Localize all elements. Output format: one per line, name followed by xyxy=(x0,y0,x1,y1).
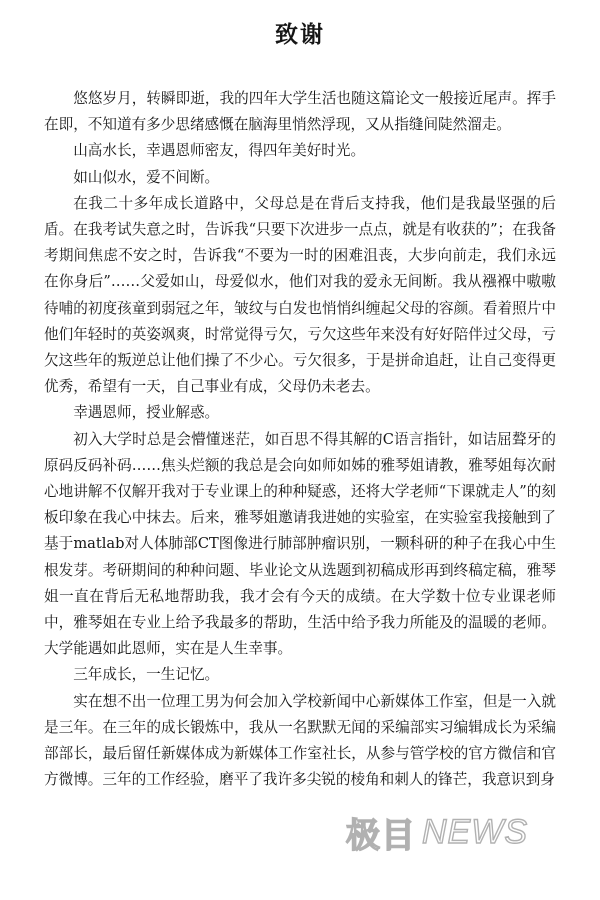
paragraph: 如山似水，爱不间断。 xyxy=(73,168,220,186)
news-watermark xyxy=(346,802,576,862)
watermark-text: NEWS xyxy=(422,812,528,851)
watermark-logo: 极目 xyxy=(346,815,416,856)
document-title: 致谢 xyxy=(275,21,325,48)
paragraph: 悠悠岁月，转瞬即逝，我的四年大学生活也随这篇论文一般接近尾声。挥手在即，不知道有多少思绪感慨在脑海里悄然浮现，又从指缝间陡然溜走。 xyxy=(44,90,556,134)
paragraph: 实在想不出一位理工男为何会加入学校新闻中心新媒体工作室，但是一入就是三年。在三年的成长锻炼中，我从一名默默无闻的采编部实习编辑成长为采编部部长，最后留任新媒体成为新媒体工作室社长，从参与管学校的官方微信和官方微博。三年的工作经验，磨平了我许多尖锐的棱角和刺人的锋芒，我意识到身 xyxy=(44,692,556,789)
paragraph: 三年成长，一生记忆。 xyxy=(73,666,220,684)
paragraph: 山高水长，幸遇恩师密友，得四年美好时光。 xyxy=(73,142,366,160)
paragraph: 初入大学时总是会懵懂迷茫，如百思不得其解的C语言指针，如诘屈聱牙的原码反码补码……焦头烂额的我总是会向如师如姊的雅琴姐请教，雅琴姐每次耐心地讲解不仅解开我对于专业课上的种种疑惑，还将大学老师“下课就走人”的刻板印象在我心中抹去。后来，雅琴姐邀请我进她的实验室，在实验室我接触到了基于matlab对人体肺部CT图像进行肺部肿瘤识别，一颗科研的种子在我心中生根发芽。考研期间的种种问题、毕业论文从选题到初稿成形再到终稿定稿，雅琴姐一直在背后无私地帮助我，我才会有今天的成绩。在大学数十位专业课老师中，雅琴姐在专业上给予我最多的帮助，生活中给予我力所能及的温暖的老师。大学能遇如此恩师，实在是人生幸事。 xyxy=(44,430,556,658)
paragraph: 幸遇恩师，授业解惑。 xyxy=(73,404,220,422)
paragraph: 在我二十多年成长道路中，父母总是在背后支持我，他们是我最坚强的后盾。在我考试失意之时，告诉我“只要下次进步一点点，就是有收获的”；在我备考期间焦虑不安之时，告诉我“不要为一时的困难沮丧，大步向前走，我们永远在你身后”……父爱如山，母爱似水，他们对我的爱永无间断。我从襁褓中嗷嗷待哺的初度孩童到弱冠之年，皱纹与白发也悄悄纠缠起父母的容颜。看着照片中他们年轻时的英姿飒爽，时常觉得亏欠，亏欠这些年来没有好好陪伴过父母，亏欠这些年的叛逆总让他们操了不少心。亏欠很多，于是拼命追赶，让自己变得更优秀，希望有一天，自己事业有成，父母仍未老去。 xyxy=(44,194,556,396)
